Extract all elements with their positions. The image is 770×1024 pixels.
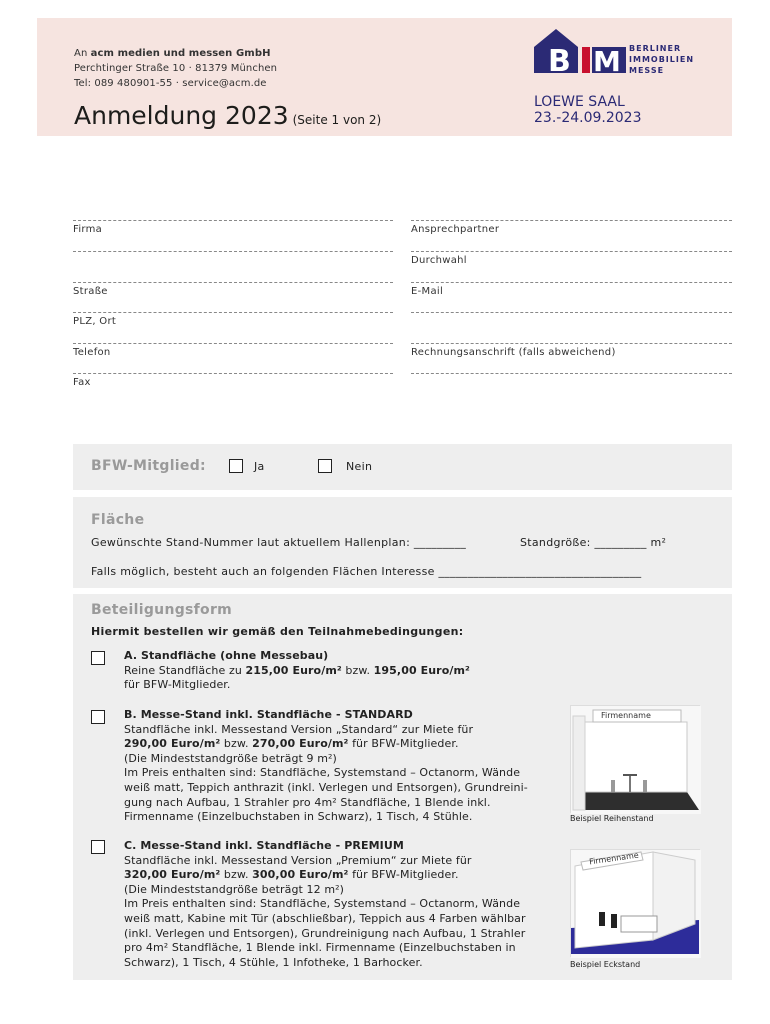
stand-size-field[interactable]: Standgröße: _________ m² [520,536,667,549]
bfw-member-box [73,444,732,490]
company-name: acm medien und messen GmbH [90,48,271,59]
option-b-line-4: Im Preis enthalten sind: Standfläche, Systemstand – Octanorm, Wände [124,766,521,780]
option-c-line-8: Schwarz), 1 Tisch, 4 Stühle, 1 Infotheke, 1 Barhocker. [124,955,423,969]
option-c-line-3: (Die Mindeststandgröße beträgt 12 m²) [124,882,345,896]
field-plz[interactable] [73,312,393,327]
option-b-line-1: Standfläche inkl. Messestand Version „Standard“ zur Miete für [124,722,474,736]
company-street: Perchtinger Straße 10 · 81379 München [74,63,278,74]
standard-booth-sign: Firmenname [601,711,651,720]
option-a-text-3: für BFW-Mitglieder. [124,678,231,692]
option-b-text [124,708,528,825]
option-c-checkbox[interactable] [91,840,105,854]
option-a-price: 215,00 Euro/m² [245,663,342,677]
option-b-price: 290,00 Euro/m² [124,737,221,751]
event-venue [534,94,641,126]
option-c-line-4: Im Preis enthalten sind: Standfläche, Systemstand – Octanorm, Wände [124,897,521,911]
field-rechnung-line2[interactable] [411,373,732,377]
page-indicator: (Seite 1 von 2) [292,113,382,127]
label-plz: PLZ, Ort [73,316,117,327]
bfw-no-label: Nein [346,460,373,473]
sender-address [74,46,277,91]
option-c-line-2-sep: bzw. [220,868,253,882]
field-durchwahl[interactable] [411,251,732,266]
logo-line-2: IMMOBILIEN [629,55,695,64]
svg-text:M: M [593,45,621,77]
option-a-text [124,649,470,693]
field-firma-line2[interactable] [73,251,393,255]
address-prefix: An [74,48,88,59]
logo-line-1: BERLINER [629,44,682,53]
label-email: E-Mail [411,286,444,297]
label-strasse: Straße [73,286,108,297]
flaeche-box [73,497,732,588]
field-strasse[interactable] [73,282,393,297]
option-c-line-6: (inkl. Verlegen und Entsorgen), Grundreinigung nach Aufbau, 1 Strahler [124,926,526,940]
option-b-line-6: gung nach Aufbau, 1 Strahler pro 4m² Standfläche, 1 Blende inkl. [124,795,491,809]
option-a-text-1: Reine Standfläche zu [124,663,246,677]
option-c-text [124,839,526,970]
field-telefon[interactable] [73,343,393,358]
logo-wordmark [629,43,694,76]
field-firma[interactable] [73,220,393,235]
option-b-line-3: (Die Mindeststandgröße beträgt 9 m²) [124,751,337,765]
option-b-line-5: weiß matt, Teppich anthrazit (inkl. Verlegen und Entsorgen), Grundreini- [124,780,528,794]
flaeche-title: Fläche [91,512,145,528]
field-email-line2[interactable] [411,312,732,316]
label-telefon: Telefon [73,347,111,358]
option-b-checkbox[interactable] [91,710,105,724]
label-rechnung: Rechnungsanschrift (falls abweichend) [411,347,616,358]
label-fax: Fax [73,377,91,388]
field-email[interactable] [411,282,732,297]
option-a-member-price: 195,00 Euro/m² [373,663,470,677]
label-firma: Firma [73,224,103,235]
standard-booth-caption: Beispiel Reihenstand [570,814,654,823]
logo-line-3: MESSE [629,66,665,75]
option-c-heading: C. Messe-Stand inkl. Standfläche - PREMIUM [124,839,404,852]
standard-booth-illustration [571,706,701,814]
field-ansprechpartner[interactable] [411,220,732,235]
option-a-heading: A. Standfläche (ohne Messebau) [124,649,329,662]
option-c-line-5: weiß matt, Kabine mit Tür (abschließbar), Teppich aus 4 Farben wählbar [124,911,526,925]
option-b-member-price: 270,00 Euro/m² [252,737,349,751]
option-a-checkbox[interactable] [91,651,105,665]
event-dates: 23.-24.09.2023 [534,110,642,126]
option-b-heading: B. Messe-Stand inkl. Standfläche - STANDARD [124,708,413,721]
company-contact: Tel: 089 480901-55 · service@acm.de [74,78,267,89]
page-title [74,101,381,130]
form-title: Anmeldung 2023 [74,101,289,130]
option-b-line-2-sep: bzw. [220,737,253,751]
venue-name: LOEWE SAAL [534,94,625,110]
beteiligung-box [73,594,732,980]
option-c-line-1: Standfläche inkl. Messestand Version „Premium“ zur Miete für [124,853,472,867]
beteiligung-intro: Hiermit bestellen wir gemäß den Teilnahmebedingungen: [91,625,464,638]
option-c-member-price: 300,00 Euro/m² [252,868,349,882]
premium-booth-sign: Firmenname [588,850,640,867]
option-b-line-2-end: für BFW-Mitglieder. [348,737,459,751]
bfw-yes-checkbox[interactable] [229,459,243,473]
label-ansprechpartner: Ansprechpartner [411,224,500,235]
stand-number-field[interactable]: Gewünschte Stand-Nummer laut aktuellem Hallenplan: _________ [91,536,467,549]
bfw-yes-label: Ja [254,460,265,473]
beteiligung-title: Beteiligungsform [91,602,233,618]
field-rechnung[interactable] [411,343,732,358]
bfw-label: BFW-Mitglied: [91,458,206,474]
premium-booth-image [570,849,700,957]
option-c-line-2-end: für BFW-Mitglieder. [348,868,459,882]
option-b-line-7: Firmenname (Einzelbuchstaben in Schwarz), 1 Tisch, 4 Stühle. [124,810,473,824]
header-banner [37,18,732,136]
option-c-line-7: pro 4m² Standfläche, 1 Blende inkl. Firmenname (Einzelbuchstaben in [124,941,516,955]
option-a-text-2: bzw. [341,663,374,677]
premium-booth-caption: Beispiel Eckstand [570,960,641,969]
option-c-price: 320,00 Euro/m² [124,868,221,882]
field-fax[interactable] [73,373,393,388]
svg-text:B: B [548,44,571,77]
label-durchwahl: Durchwahl [411,255,467,266]
interest-field[interactable]: Falls möglich, besteht auch an folgenden Flächen Interesse ___________________________________ [91,565,642,578]
bfw-no-checkbox[interactable] [318,459,332,473]
standard-booth-image [570,705,700,813]
